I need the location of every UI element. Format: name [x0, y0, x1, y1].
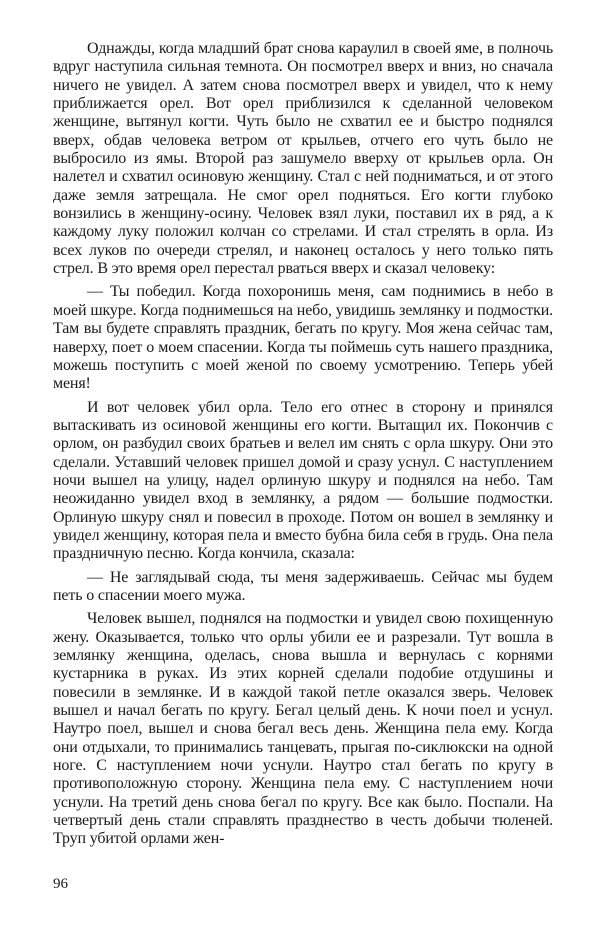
paragraph-3: И вот человек убил орла. Тело его отнес в сторону и принялся вытаскивать из осиновой женщины его когти. Вытащил их. Покончив с орлом, он разбудил своих братьев и велел им снять с орла шкуру. Они это сделали. Уставший человек пришел домой и сразу уснул. С наступлением ночи вышел на улицу, надел орлиную шкуру и поднялся на небо. Там неожиданно увидел вход в землянку, а рядом — большие подмостки. Орлиную шкуру снял и повесил в проходе. Потом он вошел в землянку и увидел женщину, которая пела и вместо бубна била себя в грудь. Она пела праздничную песню. Когда кончила, сказала:: [53, 398, 553, 563]
paragraph-1: Однажды, когда младший брат снова караулил в своей яме, в полночь вдруг наступила сильная темнота. Он посмотрел вверх и вниз, но сначала ничего не увидел. А затем снова посмотрел вверх и увидел, что к нему приближается орел. Вот орел приблизился к сделанной человеком женщине, вытянул когти. Чуть было не схватил ее и быстро поднялся вверх, обдав человека ветром от крыльев, отчего его чуть было не выбросило из ямы. Второй раз зашумело вверху от крыльев орла. Он налетел и схватил осиновую женщину. Стал с ней подниматься, и от этого даже земля затрещала. Не смог орел подняться. Его когти глубоко вонзились в женщину-осину. Человек взял луки, поставил их в ряд, а к каждому луку положил колчан со стрелами. И стал стрелять в орла. Из всех луков по очереди стрелял, и наконец осталось у него только пять стрел. В это время орел перестал рваться вверх и сказал человеку:: [53, 40, 553, 278]
text-column: [53, 40, 553, 854]
paragraph-4: — Не заглядывай сюда, ты меня задерживаешь. Сейчас мы будем петь о спасении моего мужа.: [53, 568, 553, 604]
paragraph-2: — Ты победил. Когда похоронишь меня, сам поднимись в небо в моей шкуре. Когда поднимешься на небо, увидишь землянку и подмостки. Там вы будете справлять праздник, бегать по кругу. Моя жена сейчас там, наверху, поет о моем спасении. Когда ты поймешь суть нашего праздника, можешь поступить с моей женой по своему усмотрению. Теперь убей меня!: [53, 283, 553, 393]
paragraph-5: Человек вышел, поднялся на подмостки и увидел свою похищенную жену. Оказывается, только что орлы убили ее и разрезали. Тут вошла в землянку женщина, оделась, снова вышла и вернулась с корнями кустарника в руках. Из этих корней сделали подобие отдушины и повесили в землянке. И в каждой такой петле оказался зверь. Человек вышел и начал бегать по кругу. Бегал целый день. К ночи поел и уснул. Наутро поел, вышел и снова бегал весь день. Женщина пела ему. Когда они отдыхали, то принимались танцевать, прыгая по-сиклюкски на одной ноге. С наступлением ночи уснули. Наутро стал бегать по кругу в противоположную сторону. Женщина пела ему. С наступлением ночи уснули. На третий день снова бегал по кругу. Все как было. Поспали. На четвертый день стали справлять празднество в честь добычи тюленей. Труп убитой орлами жен-: [53, 610, 553, 848]
page-number: 96: [53, 876, 68, 892]
